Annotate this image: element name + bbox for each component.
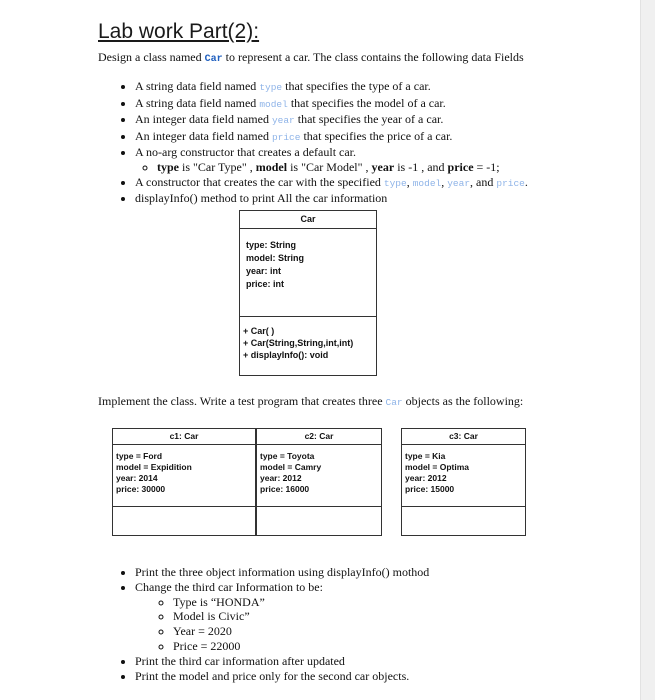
list-item: • Print the model and price only for the second car objects.: [135, 669, 429, 684]
uml-class-diagram: [239, 210, 377, 376]
class-name-code: Car: [204, 54, 223, 65]
list-item: • A constructor that creates the car with the specified type, model, year, and price.: [135, 175, 528, 192]
list-item: • Change the third car Information to be: ◦ Type is “HONDA” ◦ Model is Civic” ◦ Year = 2020 ◦ Price = 22000: [135, 580, 429, 654]
page-title: Lab work Part(2):: [98, 20, 260, 43]
list-item: • An integer data field named year that specifies the year of a car.: [135, 112, 528, 129]
list-item: ◦ type is "Car Type" , model is "Car Model" , year is -1 , and price = -1;: [157, 160, 528, 175]
fields-list: [113, 79, 528, 206]
list-item: • A string data field named type that specifies the type of a car.: [135, 79, 528, 96]
list-item: • Print the third car information after updated: [135, 654, 429, 669]
intro-paragraph: Design a class named Car to represent a car. The class contains the following data Fields: [98, 50, 524, 65]
object-diagram-c1: c1: Car type = Ford model = Expidition year: 2014 price: 30000: [112, 428, 256, 536]
list-item: ◦ Year = 2020: [173, 624, 429, 639]
list-item: • A no-arg constructor that creates a default car. ◦ type is "Car Type" , model is "Car Model" , year is -1 , and price = -1;: [135, 145, 528, 174]
list-item: • displayInfo() method to print All the car information: [135, 191, 528, 206]
list-item: ◦ Type is “HONDA”: [173, 595, 429, 610]
list-item: • A string data field named model that specifies the model of a car.: [135, 96, 528, 113]
object-diagram-c2: c2: Car type = Toyota model = Camry year: 2012 price: 16000: [256, 428, 382, 536]
implement-paragraph: Implement the class. Write a test program that creates three Car objects as the following:: [98, 394, 524, 408]
list-item: • Print the three object information using displayInfo() mothod: [135, 565, 429, 580]
list-item: ◦ Model is Civic”: [173, 609, 429, 624]
list-item: • An integer data field named price that specifies the price of a car.: [135, 129, 528, 146]
defaults-sublist: [135, 160, 528, 175]
list-item: ◦ Price = 22000: [173, 639, 429, 654]
tasks-list: [113, 565, 429, 683]
uml-attributes: type: String model: String year: int price: int: [240, 229, 376, 317]
object-diagram-c3: c3: Car type = Kia model = Optima year: 2012 price: 15000: [401, 428, 526, 536]
update-sublist: [135, 595, 429, 654]
uml-operations: + Car( ) + Car(String,String,int,int) + displayInfo(): void: [243, 326, 354, 360]
uml-class-name: Car: [240, 211, 376, 229]
page-right-edge: [640, 0, 655, 700]
